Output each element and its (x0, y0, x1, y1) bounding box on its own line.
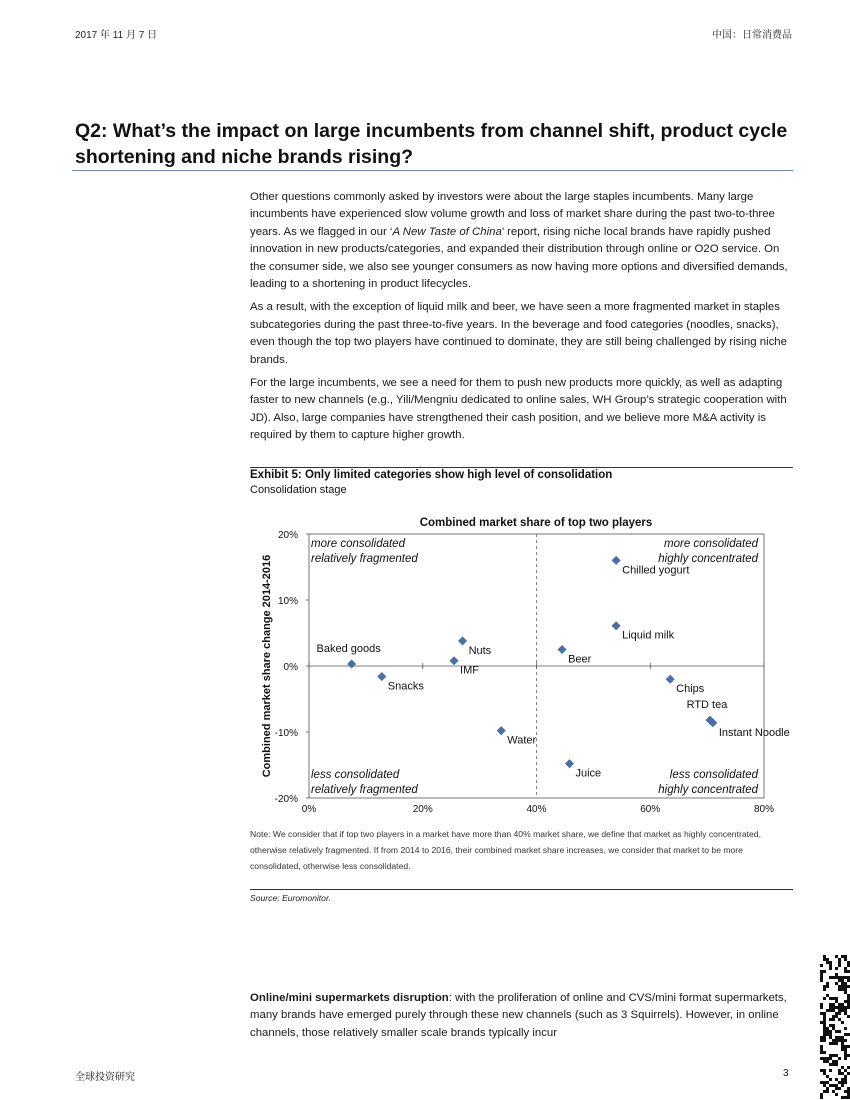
data-point-label: Snacks (387, 680, 424, 693)
quadrant-label: more consolidated (311, 538, 405, 550)
page-title: Q2: What’s the impact on large incumbents from channel shift, product cycle shortening and niche brands rising? (75, 120, 788, 168)
data-point-marker (565, 759, 574, 768)
quadrant-label: less consolidated (669, 769, 758, 781)
x-tick-label: 0% (301, 804, 317, 815)
paragraph-1-part-a: Other questions commonly asked by investors were about the large staples incumbents. Many large incumbents have experienced slow volume growth and loss of market share during the past two-to-three years. As we flagged in our ‘ (250, 191, 775, 238)
chart-ylabel: Combined market share change 2014-2016 (261, 554, 273, 778)
data-point-marker (377, 672, 386, 681)
paragraph-3: For the large incumbents, we see a need for them to push new products more quickly, as well as adapting faster to new channels (e.g., Yili/Mengniu dedicated to online sales, WH Group’s strategic cooperation with JD). Also, large companies have strengthened their cash position, and we believe more M&A activity is required by them to capture higher growth. (250, 377, 787, 442)
data-point-label: RTD tea (686, 699, 728, 712)
chart-title: Combined market share of top two players (419, 517, 653, 529)
exhibit-title: Exhibit 5: Only limited categories show high level of consolidation (250, 469, 613, 481)
quadrant-label: less consolidated (311, 769, 400, 781)
y-tick-label: -10% (274, 728, 298, 739)
data-point-label: Water (507, 734, 537, 747)
header-date: 2017 年 11 月 7 日 (75, 30, 158, 41)
data-point-marker (612, 621, 621, 630)
section-lead-text: : with the proliferation of online and CVS/mini format supermarkets, many brands have emerged purely through these new channels (such as 3 Squirrels). However, in online channels, those relatively smaller scale brands typically incur (250, 992, 787, 1039)
section-lead-bold: Online/mini supermarkets disruption (250, 992, 449, 1004)
data-point-marker (347, 659, 356, 668)
data-point-label: IMF (460, 664, 479, 677)
header-section: 中国：日常消费品 (712, 30, 792, 41)
quadrant-label: highly concentrated (658, 784, 758, 796)
data-point-marker (458, 636, 467, 645)
source-line: Source: Euromonitor. (250, 893, 331, 903)
paragraph-1-part-b: ’ report, rising niche local brands have rapidly pushed innovation in new products/categories, and expanded their distribution through online or O2O service. On the consumer side, we also see younger consumers as now having more options and diversified demands, leading to a shortening in product lifecycles. (250, 225, 788, 291)
data-point-marker (558, 645, 567, 654)
data-point-label: Nuts (468, 644, 492, 657)
data-point-marker (450, 656, 459, 665)
data-point-marker (497, 726, 506, 735)
data-point-label: Chilled yogurt (622, 564, 690, 577)
y-tick-label: -20% (274, 794, 298, 805)
data-point-label: Baked goods (316, 643, 381, 656)
report-title-italic: A New Taste of China (392, 225, 502, 238)
chart-note: Note: We consider that if top two players in a market have more than 40% market share, we define that market as highly concentrated, otherwise relatively fragmented. If from 2014 to 2016, their combined market share increases, we consider that market to be more consolidated, otherwise less consolidated. (250, 829, 761, 871)
exhibit-divider (250, 467, 793, 468)
quadrant-label: relatively fragmented (311, 553, 418, 565)
paragraph-1 (250, 189, 795, 293)
data-point-marker (666, 675, 675, 684)
y-tick-label: 0% (283, 662, 298, 673)
quadrant-label: relatively fragmented (311, 784, 418, 796)
quadrant-label: highly concentrated (658, 553, 758, 565)
scatter-chart (250, 508, 795, 823)
body-paragraphs (250, 189, 795, 451)
continuation-paragraph (250, 990, 795, 1042)
x-tick-label: 20% (412, 804, 433, 815)
footer-label: 全球投资研究 (75, 1072, 135, 1083)
quadrant-label: more consolidated (664, 538, 758, 550)
exhibit-subtitle: Consolidation stage (250, 484, 347, 496)
data-point-label: Juice (575, 767, 602, 780)
x-tick-label: 60% (640, 804, 661, 815)
data-point-label: Chips (676, 683, 705, 696)
paragraph-2: As a result, with the exception of liquid milk and beer, we have seen a more fragmented market in staples subcategories during the past three-to-five years. In the beverage and food categories (noodles, snacks), even though the top two players have continued to dominate, they are still being challenged by rising niche brands. (250, 301, 787, 366)
x-tick-label: 80% (753, 804, 775, 815)
data-point-marker (612, 556, 621, 565)
y-tick-label: 20% (277, 530, 298, 541)
source-divider (250, 889, 793, 890)
title-divider (72, 170, 793, 171)
page-number: 3 (783, 1068, 789, 1079)
qr-code-icon (820, 955, 850, 1100)
x-tick-label: 40% (526, 804, 547, 815)
data-point-label: Liquid milk (622, 629, 675, 642)
data-point-label: Beer (568, 653, 592, 666)
y-tick-label: 10% (277, 596, 298, 607)
data-point-label: Instant Noodle (718, 726, 790, 739)
